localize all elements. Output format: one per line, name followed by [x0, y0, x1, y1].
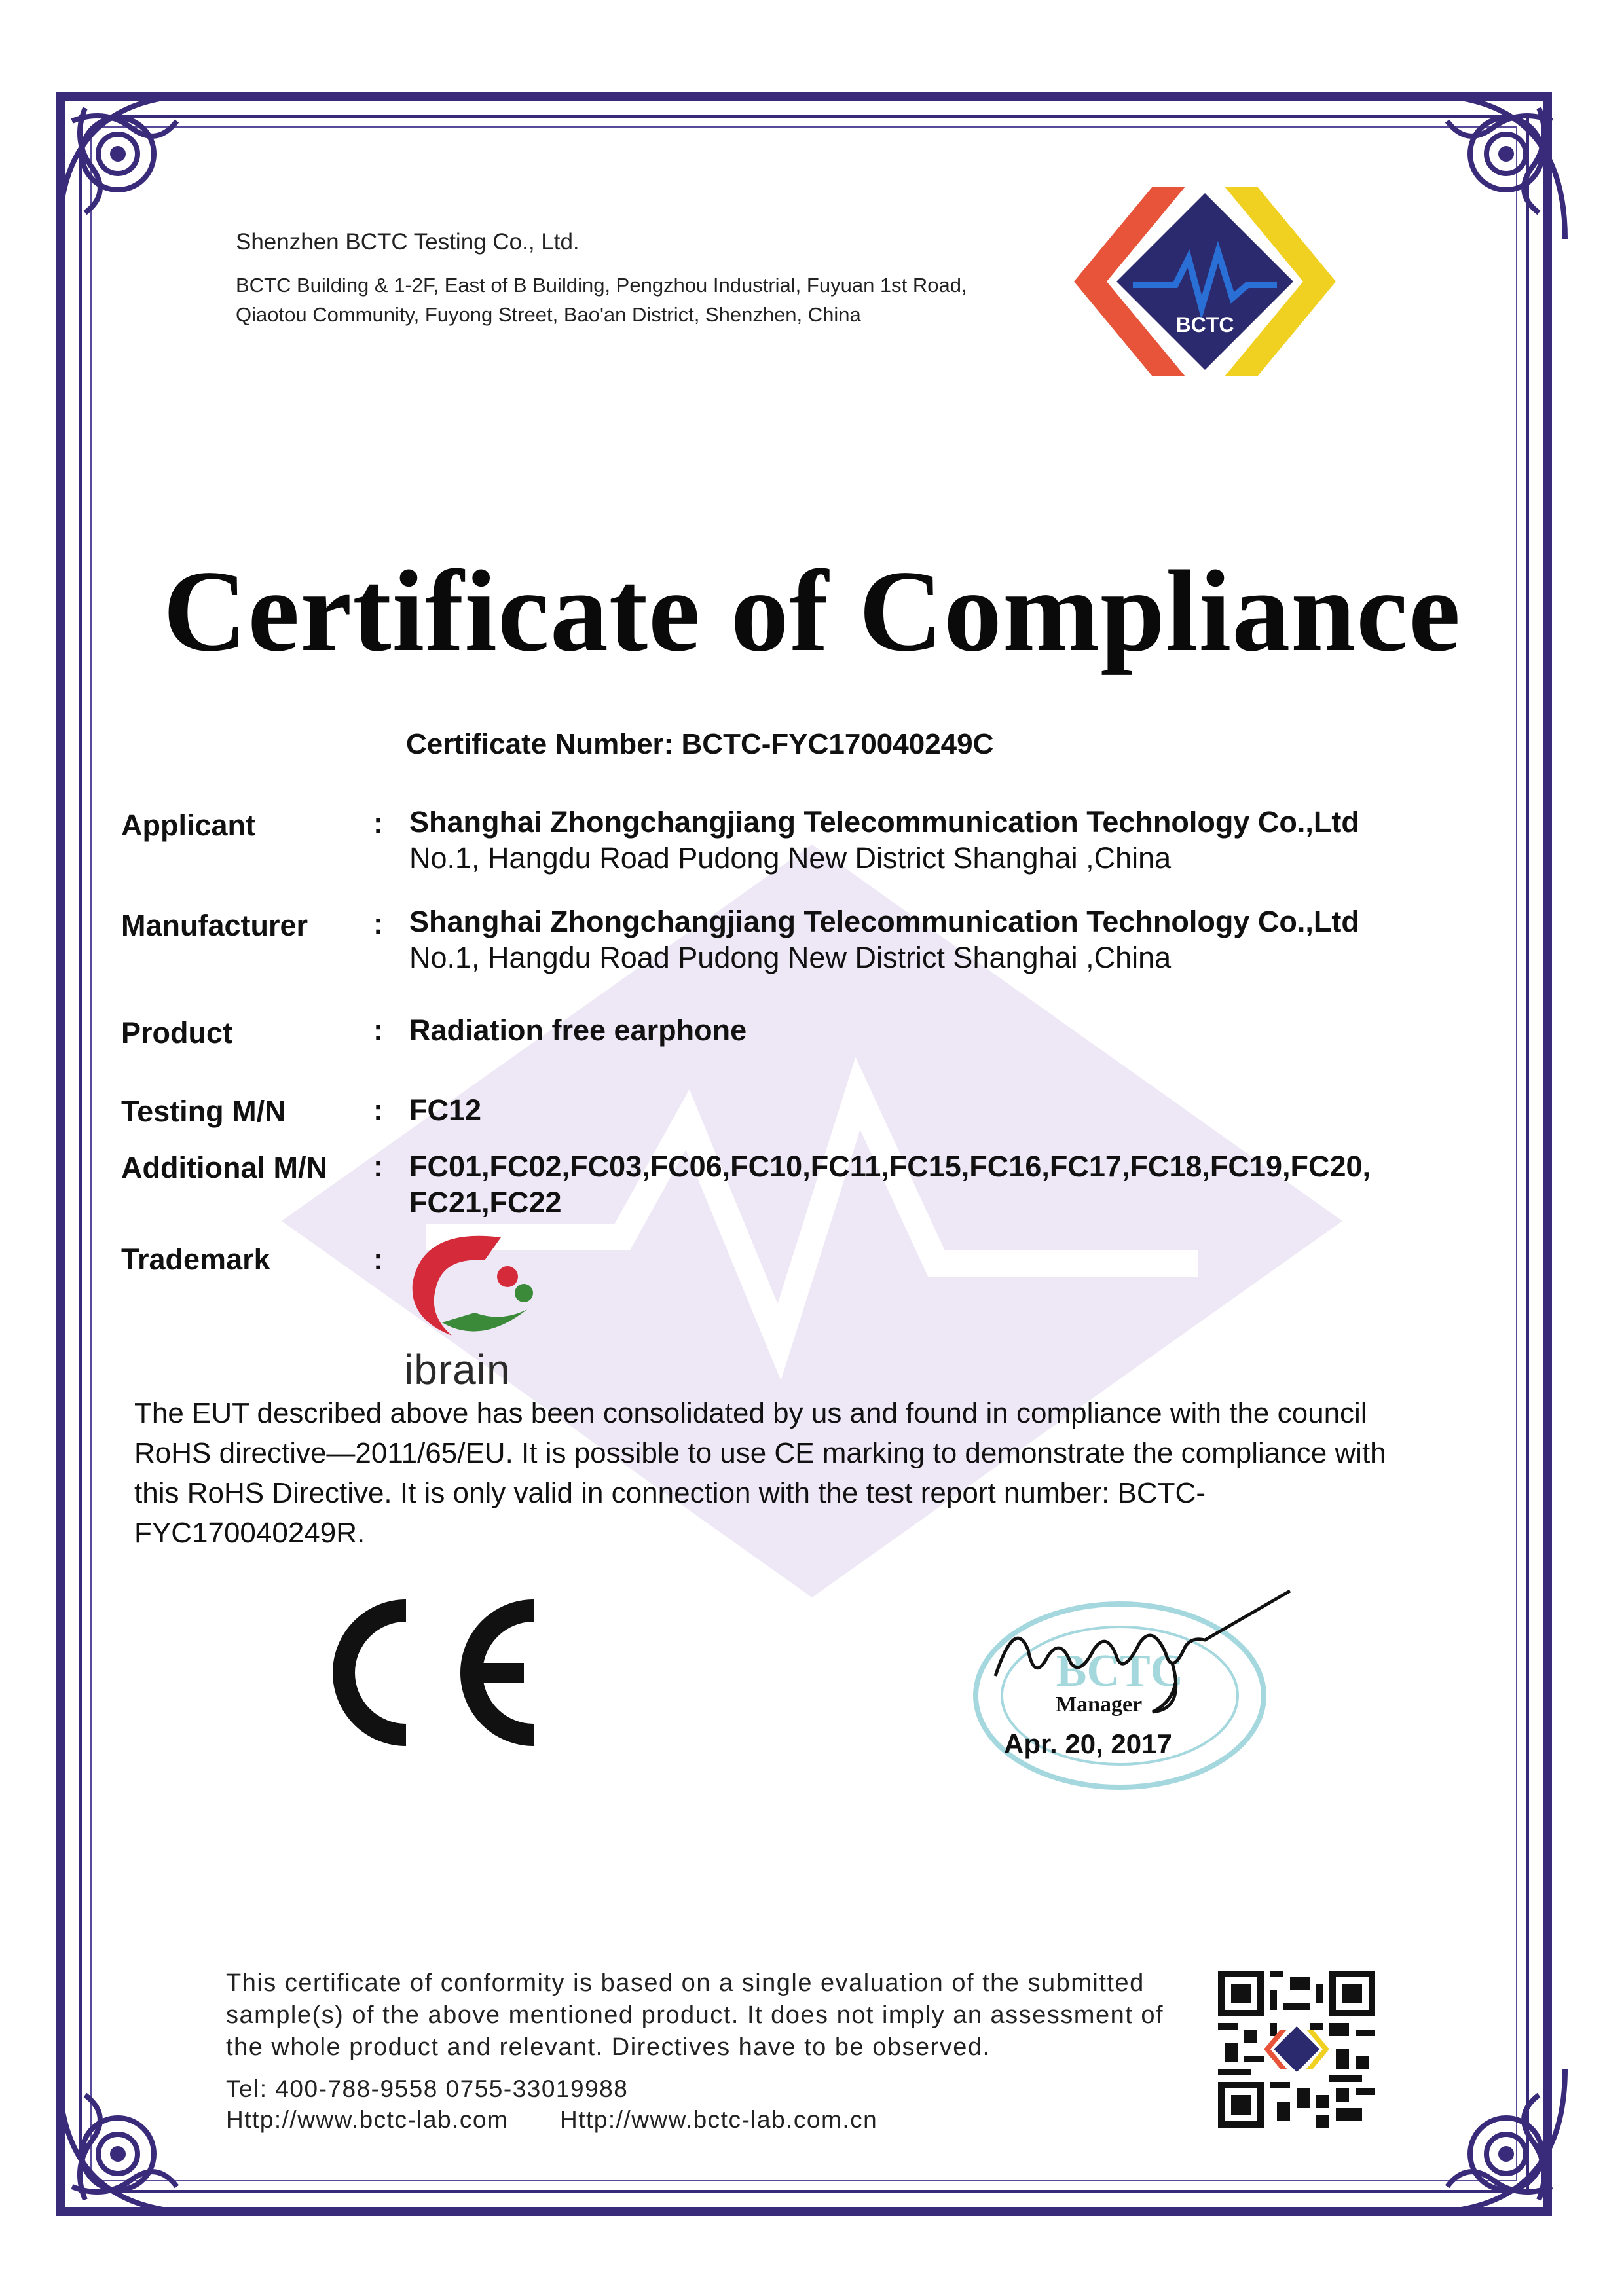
stamp-text: BCTC [1056, 1646, 1184, 1696]
applicant-label: Applicant [121, 809, 256, 842]
manufacturer-value [409, 903, 1359, 975]
ornament-corner-bottom-left [46, 2056, 216, 2226]
applicant-name: Shanghai Zhongchangjiang Telecommunication Technology Co.,Ltd [409, 805, 1359, 839]
footer-disclaimer: This certificate of conformity is based on a single evaluation of the submitted sample(s) of the above mentioned product. It does not imply an assessment of the whole product and relevant. Directives have to be observed. [226, 1969, 1164, 2061]
applicant-value [409, 804, 1359, 876]
trademark-label: Trademark [121, 1243, 270, 1276]
manufacturer-name: Shanghai Zhongchangjiang Telecommunication Technology Co.,Ltd [409, 905, 1359, 938]
manufacturer-label: Manufacturer [121, 909, 308, 942]
additional-mn-label: Additional M/N [121, 1151, 327, 1184]
product-colon: : [373, 1013, 383, 1047]
footer-telephone: Tel: 400-788-9558 0755-33019988 [226, 2075, 629, 2102]
issue-date: Apr. 20, 2017 [1004, 1728, 1172, 1759]
ce-mark-icon [324, 1597, 547, 1748]
additional-mn-value [409, 1148, 1371, 1220]
ornament-corner-top-right [1408, 82, 1578, 252]
product-value: Radiation free earphone [409, 1013, 747, 1047]
ibrain-trademark-logo [403, 1231, 547, 1342]
ornament-corner-bottom-right [1408, 2056, 1578, 2226]
manufacturer-colon: : [373, 907, 383, 940]
trademark-colon: : [373, 1243, 383, 1276]
ibrain-trademark-text: ibrain [404, 1346, 511, 1393]
qr-code-icon [1218, 1971, 1375, 2128]
additional-mn-line2: FC21,FC22 [409, 1186, 562, 1219]
testing-mn-value: FC12 [409, 1093, 482, 1127]
manufacturer-address: No.1, Hangdu Road Pudong New District Shanghai ,China [409, 941, 1172, 974]
applicant-address: No.1, Hangdu Road Pudong New District Shanghai ,China [409, 841, 1172, 875]
certificate-number: Certificate Number: BCTC-FYC170040249C [406, 728, 994, 760]
product-label: Product [121, 1016, 233, 1049]
footer-website-link-com[interactable]: Http://www.bctc-lab.com [226, 2106, 509, 2133]
certificate-title: Certificate of Compliance [162, 546, 1462, 676]
additional-mn-line1: FC01,FC02,FC03,FC06,FC10,FC11,FC15,FC16,FC17,FC18,FC19,FC20, [409, 1150, 1371, 1183]
testing-mn-label: Testing M/N [121, 1095, 286, 1128]
issuer-address-line1: BCTC Building & 1-2F, East of B Building, Pengzhou Industrial, Fuyuan 1st Road, [236, 274, 967, 297]
issuer-address [236, 270, 967, 329]
issuer-address-line2: Qiaotou Community, Fuyong Street, Bao'an District, Shenzhen, China [236, 303, 861, 326]
issuer-name: Shenzhen BCTC Testing Co., Ltd. [236, 229, 580, 255]
signer-title: Manager [1056, 1692, 1143, 1717]
compliance-statement: The EUT described above has been consolidated by us and found in compliance with the council RoHS directive—2011/65/EU. It is possible to use CE marking to demonstrate the compliance with this RoHS Directive. It is only valid in connection with the test report number: BCTC-FYC170040249R. [134, 1397, 1386, 1549]
bctc-logo [1061, 187, 1349, 376]
ornament-corner-top-left [46, 82, 216, 252]
testing-mn-colon: : [373, 1093, 383, 1127]
bctc-logo-text: BCTC [1175, 313, 1234, 337]
applicant-colon: : [373, 807, 383, 840]
additional-mn-colon: : [373, 1150, 383, 1183]
footer-website-link-cn[interactable]: Http://www.bctc-lab.com.cn [560, 2106, 878, 2133]
